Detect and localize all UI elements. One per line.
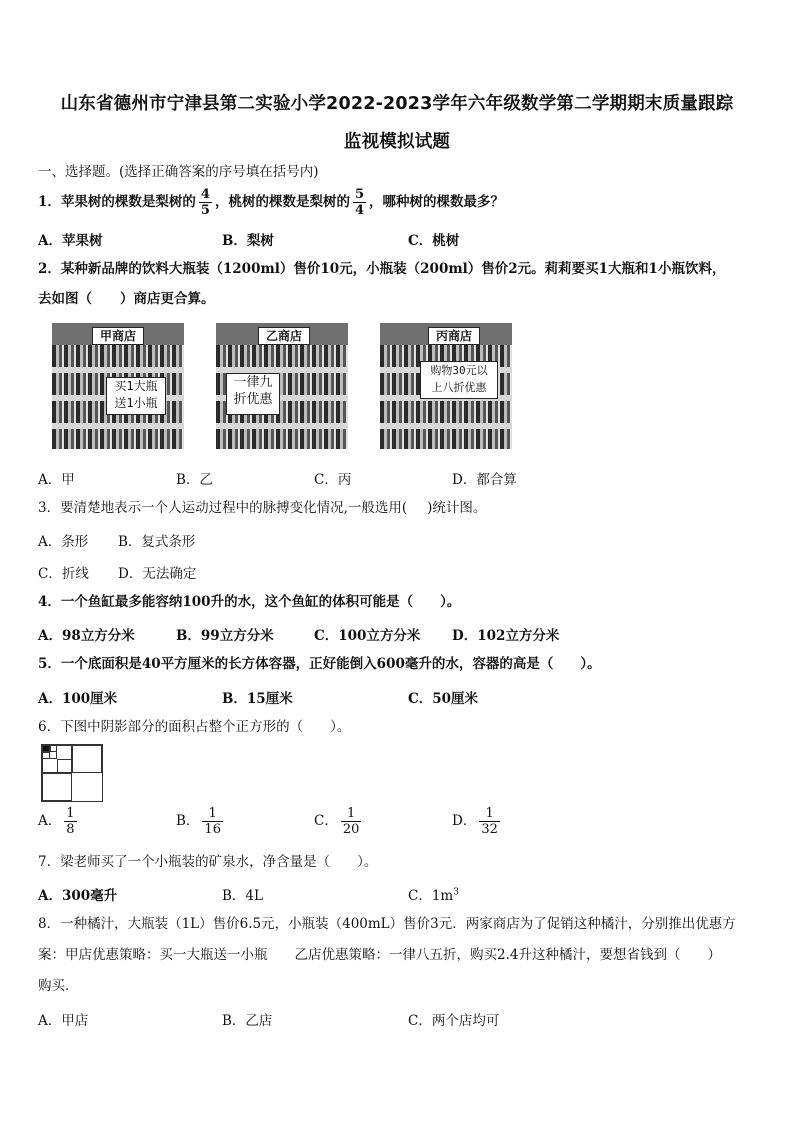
shop-sign-jia: 买1大瓶 送1小瓶 xyxy=(106,377,166,415)
question-4: 4．一个鱼缸最多能容纳100升的水，这个鱼缸的体积可能是（ ）。 xyxy=(38,594,461,610)
q3-option-a[interactable]: A．条形 xyxy=(38,534,89,550)
shop-name-bing: 丙商店 xyxy=(428,327,480,345)
q5-option-b[interactable]: B．15厘米 xyxy=(222,691,293,707)
q6-option-a[interactable]: A． $\frac{1}{8}$ xyxy=(38,806,75,837)
q6-option-c[interactable]: C． $\frac{1}{20}$ xyxy=(314,806,360,837)
q5-option-c[interactable]: C．50厘米 xyxy=(408,691,479,707)
shaded-cell xyxy=(42,745,50,752)
q7-option-a[interactable]: A．300毫升 xyxy=(38,888,118,904)
q4-option-c[interactable]: C．100立方分米 xyxy=(314,628,421,644)
section-heading: 一、选择题。(选择正确答案的序号填在括号内) xyxy=(38,164,319,180)
question-1 xyxy=(38,185,504,219)
q4-option-d[interactable]: D．102立方分米 xyxy=(452,628,560,644)
q2-option-a[interactable]: A．甲 xyxy=(38,472,75,488)
shop-name-yi: 乙商店 xyxy=(258,327,310,345)
q1-option-c[interactable]: C．桃树 xyxy=(408,233,460,249)
shop-image-yi xyxy=(216,323,348,449)
square-figure xyxy=(41,744,103,802)
shop-image-jia xyxy=(52,323,184,449)
question-7: 7．梁老师买了一个小瓶装的矿泉水，净含量是（ ）。 xyxy=(38,854,378,870)
shop-name-jia: 甲商店 xyxy=(92,327,144,345)
page-title: 山东省德州市宁津县第二实验小学2022-2023学年六年级数学第二学期期末质量跟踪 xyxy=(60,94,734,114)
q8-option-a[interactable]: A．甲店 xyxy=(38,1013,89,1029)
q8-option-b[interactable]: B．乙店 xyxy=(222,1013,273,1029)
question-8-line2: 案：甲店优惠策略：买一大瓶送一小瓶 乙店优惠策略：一律八五折，购买2.4升这种橘汁，要想省钱到（ ） xyxy=(38,947,721,963)
shop-sign-yi: 一律九 折优惠 xyxy=(226,373,280,415)
q2-option-c[interactable]: C．丙 xyxy=(314,472,352,488)
q4-option-a[interactable]: A．98立方分米 xyxy=(38,628,135,644)
q1-fraction-1: $\frac{4}{5}$ xyxy=(200,187,210,218)
question-6: 6．下图中阴影部分的面积占整个正方形的（ ）。 xyxy=(38,719,351,735)
q2-option-d[interactable]: D．都合算 xyxy=(452,472,517,488)
q3-option-b[interactable]: B．复式条形 xyxy=(118,534,196,550)
q4-option-b[interactable]: B．99立方分米 xyxy=(176,628,274,644)
q7-option-c[interactable]: C．$1m^3$ xyxy=(408,887,459,904)
question-8-line1: 8．一种橘汁，大瓶装（1L）售价6.5元，小瓶装（400mL）售价3元．两家商店为了促销这种橘汁，分别推出优惠方 xyxy=(38,916,736,932)
q2-option-b[interactable]: B．乙 xyxy=(176,472,213,488)
question-2-line2: 去如图（ ）商店更合算。 xyxy=(38,291,215,307)
q8-option-c[interactable]: C．两个店均可 xyxy=(408,1013,500,1029)
q5-option-a[interactable]: A．100厘米 xyxy=(38,691,118,707)
question-8-line3: 购买． xyxy=(38,978,79,994)
question-3: 3．要清楚地表示一个人运动过程中的脉搏变化情况,一般选用( )统计图。 xyxy=(38,500,487,516)
q1-option-b[interactable]: B．梨树 xyxy=(222,233,274,249)
q1-prefix: 1．苹果树的棵数是梨树的 xyxy=(38,194,196,210)
q3-option-c[interactable]: C．折线 xyxy=(38,566,89,582)
q3-option-d[interactable]: D．无法确定 xyxy=(118,566,197,582)
q1-fraction-2: $\frac{5}{4}$ xyxy=(354,187,364,218)
shop-image-bing xyxy=(380,323,512,449)
q6-option-b[interactable]: B． $\frac{1}{16}$ xyxy=(176,806,221,837)
question-5: 5．一个底面积是40平方厘米的长方体容器，正好能倒入600毫升的水，容器的高是（ ）。 xyxy=(38,656,601,672)
q7-option-b[interactable]: B．4L xyxy=(222,888,263,904)
page-title-line2: 监视模拟试题 xyxy=(343,132,451,152)
q1-middle: ，桃树的棵数是梨树的 xyxy=(214,194,350,210)
q1-option-a[interactable]: A．苹果树 xyxy=(38,233,103,249)
shop-sign-bing: 购物30元以 上八折优惠 xyxy=(420,361,498,399)
question-2-line1: 2．某种新品牌的饮料大瓶装（1200ml）售价10元，小瓶装（200ml）售价2元。莉莉要买1大瓶和1小瓶饮料， xyxy=(38,261,726,277)
q1-suffix: ，哪种树的棵数最多？ xyxy=(369,194,504,210)
q6-option-d[interactable]: D． $\frac{1}{32}$ xyxy=(452,806,498,837)
